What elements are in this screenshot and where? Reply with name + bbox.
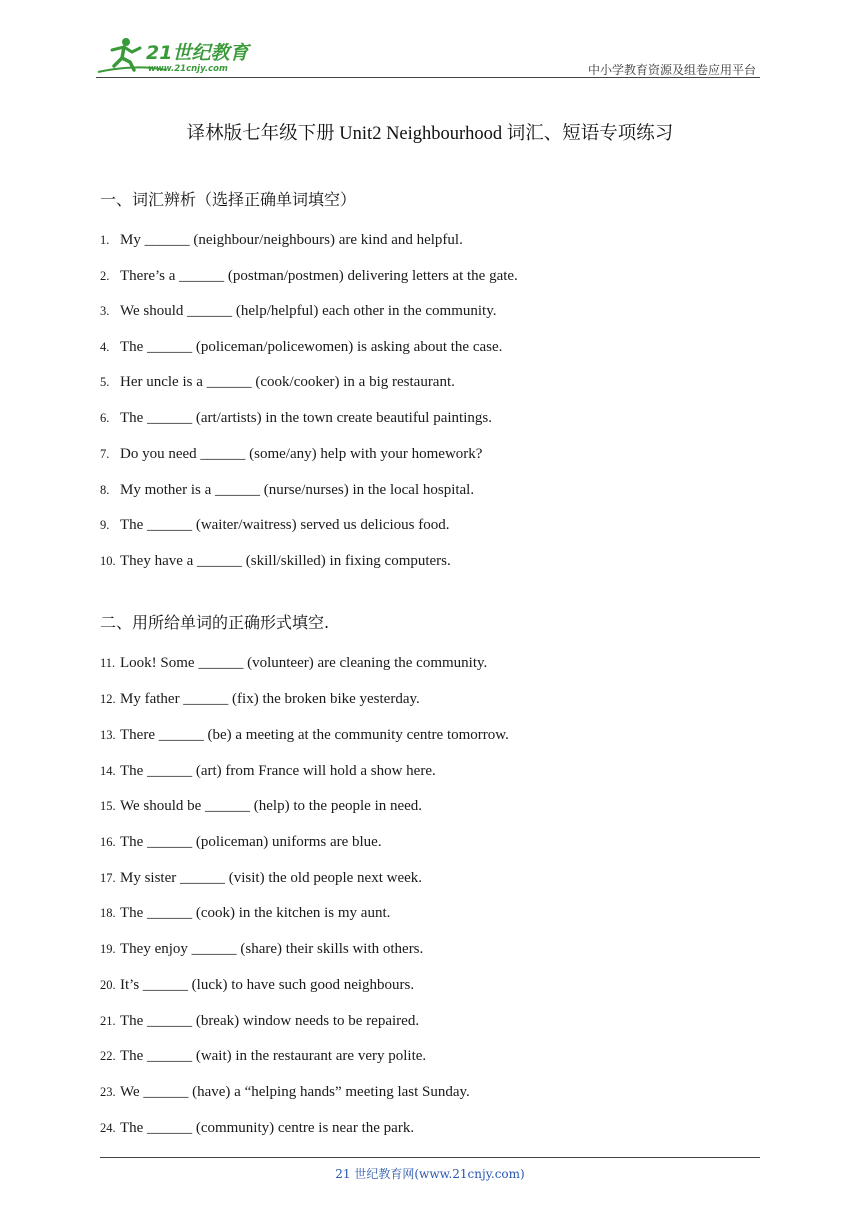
question-number: 6. [100,411,110,425]
question-item [100,303,496,320]
question-number: 17. [100,871,116,885]
question-item [100,446,482,463]
question-item [100,1013,419,1030]
question-item [100,691,420,708]
question-text: My sister ______ (visit) the old people next week. [120,870,423,886]
footer-link[interactable]: 21 世纪教育网(www.21cnjy.com) [335,1167,525,1181]
footer-divider [100,1157,760,1158]
question-item [100,232,463,249]
question-text: They have a ______ (skill/skilled) in fixing computers. [120,553,451,569]
question-number: 1. [100,233,110,247]
question-text: We should ______ (help/helpful) each other in the community. [120,303,497,319]
question-number: 5. [100,375,110,389]
question-number: 13. [100,728,116,742]
logo [96,36,266,76]
header-divider [96,77,760,78]
question-number: 8. [100,483,110,497]
question-item [100,798,422,815]
page-title: 译林版七年级下册 Unit2 Neighbourhood 词汇、短语专项练习 [186,124,674,144]
question-item [100,268,518,285]
question-number: 9. [100,518,110,532]
question-number: 11. [100,656,116,670]
question-number: 14. [100,764,116,778]
question-item [100,553,451,570]
question-number: 22. [100,1049,116,1063]
question-item [100,870,422,887]
question-text: The ______ (art) from France will hold a show here. [120,763,436,779]
question-text: The ______ (policeman) uniforms are blue. [120,834,382,850]
question-text: The ______ (community) centre is near the park. [120,1120,415,1136]
question-item [100,977,414,994]
question-item [100,655,487,672]
question-item [100,941,423,958]
question-number: 15. [100,799,116,813]
question-item [100,410,492,427]
question-number: 21. [100,1014,116,1028]
question-text: There’s a ______ (postman/postmen) delivering letters at the gate. [120,268,518,284]
logo-icon [96,36,266,76]
question-number: 4. [100,340,110,354]
question-item [100,1048,426,1065]
header-platform-text: 中小学教育资源及组卷应用平台 [587,63,756,77]
question-text: We ______ (have) a “helping hands” meeting last Sunday. [120,1084,470,1100]
question-text: Her uncle is a ______ (cook/cooker) in a big restaurant. [120,374,455,390]
question-number: 12. [100,692,116,706]
question-item [100,727,509,744]
question-text: Do you need ______ (some/any) help with your homework? [120,446,483,462]
question-text: The ______ (policeman/policewomen) is asking about the case. [120,339,503,355]
question-item [100,374,455,391]
question-number: 24. [100,1121,116,1135]
question-number: 7. [100,447,110,461]
question-number: 19. [100,942,116,956]
svg-text:www.21cnjy.com: www.21cnjy.com [148,64,228,74]
question-text: We should be ______ (help) to the people in need. [120,798,423,814]
question-item [100,905,390,922]
page-header [96,30,760,80]
question-text: My mother is a ______ (nurse/nurses) in the local hospital. [120,482,475,498]
question-text: It’s ______ (luck) to have such good neighbours. [120,977,415,993]
svg-text:21世纪教育: 21世纪教育 [146,42,249,64]
question-number: 10. [100,554,116,568]
question-item [100,339,502,356]
question-text: Look! Some ______ (volunteer) are cleaning the community. [120,655,488,671]
question-text: The ______ (wait) in the restaurant are very polite. [120,1048,427,1064]
question-text: The ______ (cook) in the kitchen is my aunt. [120,905,391,921]
section-2-heading: 二、用所给单词的正确形式填空. [100,613,330,632]
question-text: My father ______ (fix) the broken bike yesterday. [120,691,420,707]
question-item [100,482,474,499]
question-item [100,763,436,780]
question-text: There ______ (be) a meeting at the community centre tomorrow. [120,727,509,743]
question-item [100,517,450,534]
question-number: 20. [100,978,116,992]
question-number: 2. [100,269,110,283]
question-item [100,834,382,851]
question-number: 23. [100,1085,116,1099]
question-number: 18. [100,906,116,920]
question-text: They enjoy ______ (share) their skills with others. [120,941,424,957]
question-text: The ______ (waiter/waitress) served us delicious food. [120,517,450,533]
question-text: The ______ (art/artists) in the town create beautiful paintings. [120,410,492,426]
section-1-heading: 一、词汇辨析（选择正确单词填空） [100,190,357,209]
question-item [100,1084,470,1101]
question-number: 16. [100,835,116,849]
question-number: 3. [100,304,110,318]
question-item [100,1120,414,1137]
question-text: The ______ (break) window needs to be repaired. [120,1013,420,1029]
question-text: My ______ (neighbour/neighbours) are kind and helpful. [120,232,463,248]
